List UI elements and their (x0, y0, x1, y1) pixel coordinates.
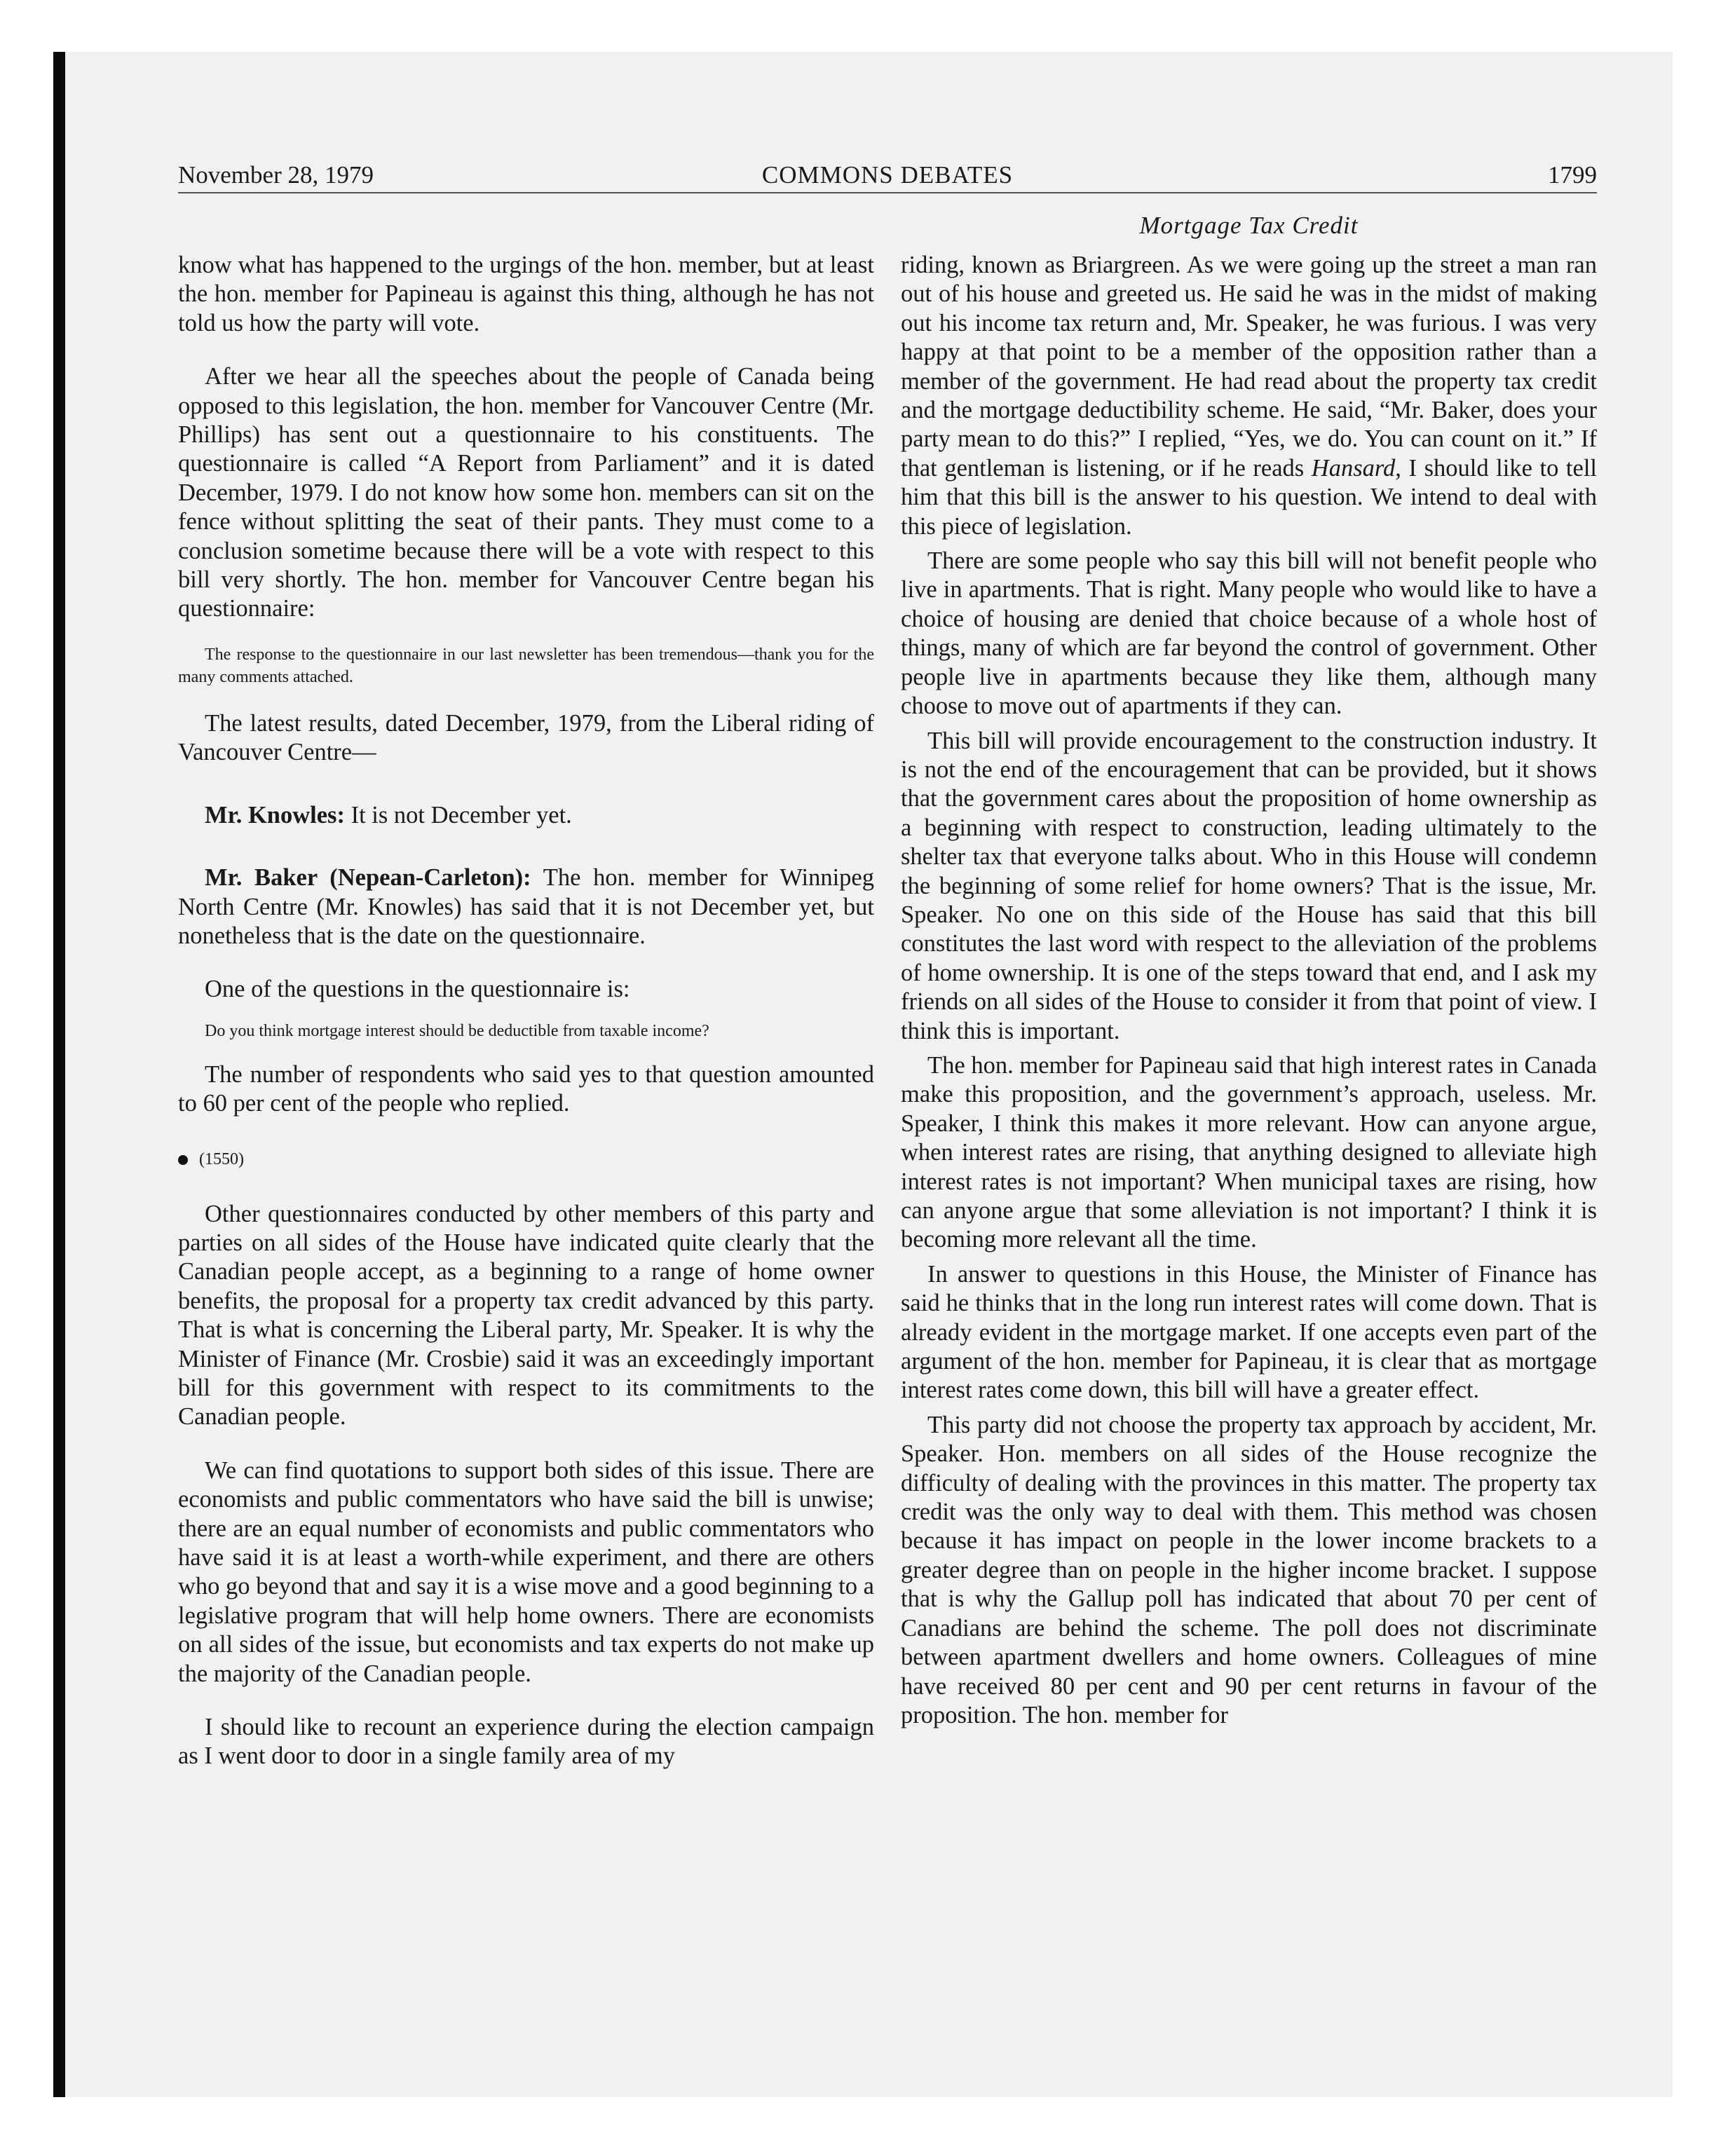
page-header (178, 158, 1597, 193)
page-number: 1799 (1548, 161, 1597, 189)
speech-baker (178, 864, 874, 950)
time-marker-text: (1550) (199, 1149, 244, 1168)
paragraph: In answer to questions in this House, the Minister of Finance has said he thinks that in the long run interest rates will come down. That is already evident in the mortgage market. If one accepts even part of the argument of the hon. member for Papineau, it is clear that as mortgage interest rates come down, this bill will have a greater effect. (901, 1260, 1597, 1404)
paragraph: I should like to recount an experience during the election campaign as I went door to door in a single family area of my (178, 1714, 874, 1770)
time-marker (178, 1148, 874, 1171)
header-date: November 28, 1979 (178, 161, 374, 189)
paragraph: know what has happened to the urgings of the hon. member, but at least the hon. member for Papineau is against this thing, although he has not told us how the party will vote. (178, 252, 874, 336)
paragraph-text: , I should like to tell him that this bill is the answer to his question. We intend to deal with this piece of legislation. (901, 454, 1597, 540)
speech-text: The hon. member for Winnipeg North Centre (Mr. Knowles) has said that it is not December yet, but nonetheless that is the date on the questionnaire. (178, 864, 874, 949)
section-title: Mortgage Tax Credit (1139, 212, 1359, 239)
speaker-name: Mr. Baker (Nepean-Carleton): (205, 864, 531, 892)
speech-text: It is not December yet. (344, 801, 572, 828)
scan-binding-edge (53, 52, 65, 2097)
paragraph: The latest results, dated December, 1979, from the Liberal riding of Vancouver Centre— (178, 709, 874, 766)
bullet-icon (178, 1155, 188, 1165)
paragraph: This party did not choose the property tax approach by accident, Mr. Speaker. Hon. members on all sides of the House recognize the difficulty of dealing with the provinces in this matter. The property tax credit was the only way to deal with them. This method was chosen because it has impact on people in the lower income brackets to a greater degree than on people in the higher income bracket. I suppose that is why the Gallup poll has indicated that about 70 per cent of Canadians are behind the scheme. The poll does not discriminate between apartment dwellers and home owners. Colleagues of mine have received 80 per cent and 90 per cent returns in favour of the proposition. The hon. member for (901, 1411, 1597, 1728)
paragraph: We can find quotations to support both sides of this issue. There are economists and public commentators who have said the bill is unwise; there are an equal number of economists and public commentators who have said it is at least a worth-while experiment, and there are others who go beyond that and say it is a wise move and a good beginning to a legislative program that will help home owners. There are economists on all sides of the issue, but economists and tax experts do not make up the majority of the Canadian people. (178, 1456, 874, 1687)
header-title: COMMONS DEBATES (761, 161, 1014, 189)
paragraph: Other questionnaires conducted by other members of this party and parties on all sides of the House have indicated quite clearly that the Canadian people accept, as a beginning to a range of home owner benefits, the proposal for a property tax credit advanced by this party. That is what is concerning the Liberal party, Mr. Speaker. It is why the Minister of Finance (Mr. Crosbie) said it was an exceedingly important bill for this government with respect to its commitments to the Canadian people. (178, 1200, 874, 1431)
paragraph: One of the questions in the questionnaire is: (205, 976, 630, 1003)
paragraph (901, 251, 1597, 541)
left-column (178, 251, 874, 1771)
right-column (901, 251, 1597, 1730)
block-quote: The response to the questionnaire in our last newsletter has been tremendous—thank you for the many comments attached. (178, 645, 874, 686)
paragraph: After we hear all the speeches about the people of Canada being opposed to this legislation, the hon. member for Vancouver Centre (Mr. Phillips) has sent out a questionnaire to his constituents. The questionnaire is called “A Report from Parliament” and it is dated December, 1979. I do not know how some hon. members can sit on the fence without splitting the seat of their pants. They must come to a conclusion sometime because there will be a vote with respect to this bill very shortly. The hon. member for Vancouver Centre began his questionnaire: (178, 363, 874, 622)
italic-text: Hansard (1311, 454, 1396, 482)
speech-knowles (178, 801, 874, 830)
paragraph: The hon. member for Papineau said that high interest rates in Canada make this proposition, and the government’s approach, useless. Mr. Speaker, I think this makes it more relevant. How can anyone argue, when interest rates are rising, that anything designed to alleviate high interest rates is not important? When municipal taxes are rising, how can anyone argue that some alleviation is not important? I think it is becoming more relevant all the time. (901, 1051, 1597, 1253)
paragraph-text: riding, known as Briargreen. As we were going up the street a man ran out of his house and greeted us. He said he was in the midst of making out his income tax return and, Mr. Speaker, he was furious. I was very happy at that point to be a member of the opposition rather than a member of the government. He had read about the property tax credit and the mortgage deductibility scheme. He said, “Mr. Baker, does your party mean to do this?” I replied, “Yes, we do. You can count on it.” If that gentleman is listening, or if he reads (901, 252, 1597, 482)
paragraph: This bill will provide encouragement to the construction industry. It is not the end of the encouragement that can be provided, but it shows that the government cares about the proposition of home ownership as a beginning with respect to construction, leading ultimately to the shelter tax that everyone talks about. Who in this House will condemn the beginning of some relief for home owners? That is the issue, Mr. Speaker. No one on this side of the House has said that this bill constitutes the last word with respect to the alleviation of the problems of home ownership. It is one of the steps toward that end, and I ask my friends on all sides of the House to consider it from that point of view. I think this is important. (901, 727, 1597, 1044)
paragraph: The number of respondents who said yes to that question amounted to 60 per cent of the people who replied. (178, 1060, 874, 1117)
speaker-name: Mr. Knowles: (205, 801, 345, 828)
paragraph: There are some people who say this bill will not benefit people who live in apartments. That is right. Many people who would like to have a choice of housing are denied that choice because of a whole host of things, many of which are far beyond the control of government. Other people live in apartments because they like them, although many choose to move out of apartments if they can. (901, 547, 1597, 720)
block-quote: Do you think mortgage interest should be deductible from taxable income? (205, 1021, 709, 1040)
